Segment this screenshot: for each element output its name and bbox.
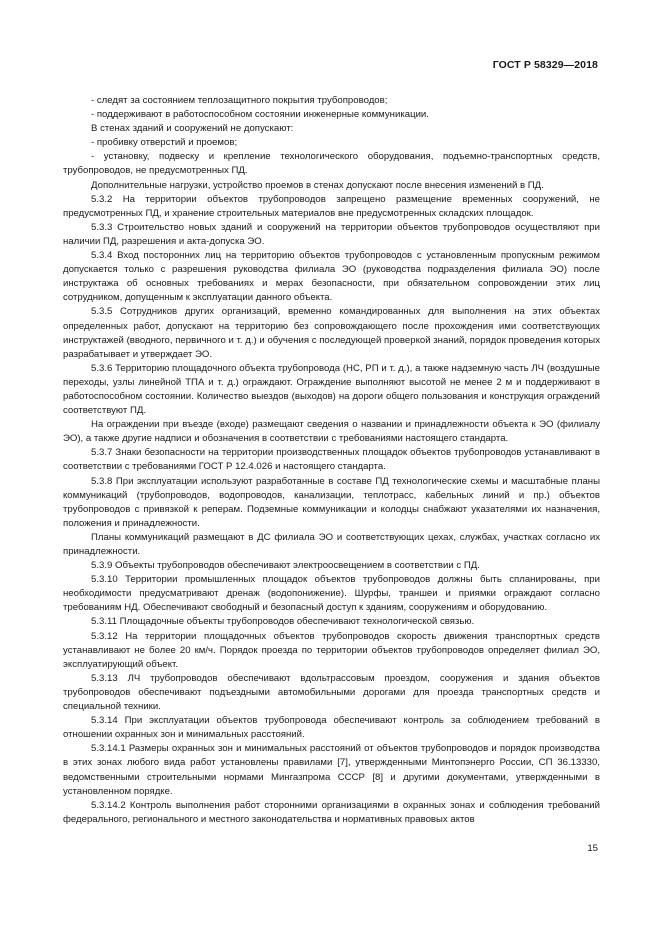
paragraph: 5.3.7 Знаки безопасности на территории производственных площадок объектов трубопроводов устанавливают в соответствии с требованиями ГОСТ Р 12.4.026 и настоящего стандарта.: [63, 447, 600, 473]
paragraph: 5.3.8 При эксплуатации используют разработанные в составе ПД технологические схемы и масштабные планы коммуникаций (трубопроводов, водопроводов, канализации, теплотрасс, кабельных линий и пр.) объектов трубопроводов с привязкой к реперам. Подземные коммуникации и колодцы снабжают указателями их назначения, положения и принадлежности.: [63, 475, 600, 529]
paragraph: 5.3.11 Площадочные объекты трубопроводов обеспечивают технологической связью.: [91, 616, 475, 628]
paragraph: 5.3.14.2 Контроль выполнения работ сторонними организациями в охранных зонах и соблюдения требований федерального, регионального и местного законодательства и нормативных правовых актов: [63, 799, 600, 825]
standard-code: ГОСТ Р 58329—2018: [492, 59, 598, 71]
paragraph: Планы коммуникаций размещают в ДС филиала ЭО и соответствующих цехах, службах, участках согласно их принадлежности.: [63, 531, 600, 557]
paragraph: На ограждении при въезде (входе) размещают сведения о названии и принадлежности объекта к ЭО (филиалу ЭО), а также другие надписи и обозначения в соответствии с требованиями настоящего стандарта.: [63, 419, 600, 445]
paragraph: 5.3.10 Территории промышленных площадок объектов трубопроводов должны быть спланированы, при необходимости предусматривают дренаж (водопонижение). Шурфы, траншеи и приямки ограждают согласно требованиям НД. Обеспечивают свободный и безопасный доступ к зданиям, сооружениям и оборудованию.: [63, 574, 600, 614]
paragraph: - следят за состоянием теплозащитного покрытия трубопроводов;: [91, 95, 388, 106]
paragraph: 5.3.6 Территорию площадочного объекта трубопровода (НС, РП и т. д.), а также надземную часть ЛЧ (воздушные переходы, узлы линейной ТПА и т. д.) ограждают. Ограждение выполняют высотой не менее 2 м и поддерживают в работоспособном состоянии. Количество выездов (выходов) на дороги общего пользования и конструкция ограждений соответствуют ПД.: [63, 362, 600, 417]
paragraph: 5.3.5 Сотрудников других организаций, временно командированных для выполнения на этих объектах определенных работ, допускают на территорию без сопровождающего после прохождения ими соответствующих инструктажей (вводного, первичного и т. д.) и обучения с последующей проверкой знаний, порядок проведения которых разрабатывает и утверждает ЭО.: [63, 306, 600, 360]
paragraph: 5.3.3 Строительство новых зданий и сооружений на территории объектов трубопроводов осуществляют при наличии ПД, разрешения и акта-допуска ЭО.: [63, 221, 600, 247]
paragraph: 5.3.14.1 Размеры охранных зон и минимальных расстояний от объектов трубопроводов и порядок производства в этих зонах любого вида работ установлены правилами [7], утвержденными Минтопэнерго России, СП 36.13330, ведомственными строительными нормами Мингазпрома СССР [8] и другими документами, утвержденными в установленном порядке.: [63, 743, 600, 797]
document-header: [493, 59, 598, 71]
paragraph: 5.3.4 Вход посторонних лиц на территорию объектов трубопроводов с установленным пропускным режимом допускается только с разрешения руководства филиала ЭО (руководства подразделения филиала ЭО) после инструктажа об основных требованиях и мерах безопасности, при обязательном сопровождении этих лиц сотрудником, допущенным к эксплуатации данного объекта.: [63, 250, 600, 304]
page-number: 15: [587, 843, 598, 854]
paragraph: 5.3.12 На территории площадочных объектов трубопроводов скорость движения транспортных средств устанавливают не более 20 км/ч. Порядок проезда по территории объектов трубопроводов определяет филиал ЭО, эксплуатирующий объект.: [63, 630, 600, 670]
paragraph: 5.3.9 Объекты трубопроводов обеспечивают электроосвещением в соответствии с ПД.: [91, 560, 480, 572]
paragraph: 5.3.2 На территории объектов трубопроводов запрещено размещение временных сооружений, не предусмотренных ПД, и хранение строительных материалов вне предусмотренных складских площадок.: [63, 193, 600, 219]
paragraph: Дополнительные нагрузки, устройство проемов в стенах допускают после внесения изменений в ПД.: [91, 179, 544, 191]
paragraph: - пробивку отверстий и проемов;: [91, 137, 238, 149]
paragraph: 5.3.13 ЛЧ трубопроводов обеспечивают вдольтрассовым проездом, сооружения и здания объектов трубопроводов обеспечивают подъездными автомобильными дорогами для проезда транспортных средств и специальной техники.: [63, 672, 600, 713]
paragraph: 5.3.14 При эксплуатации объектов трубопровода обеспечивают контроль за соблюдением требований в отношении охранных зон и минимальных расстояний.: [63, 715, 600, 741]
paragraph: В стенах зданий и сооружений не допускают:: [91, 123, 294, 135]
paragraph: - установку, подвеску и крепление технологического оборудования, подъемно-транспортных средств, трубопроводов, не предусмотренных ПД.: [63, 151, 600, 177]
paragraph: - поддерживают в работоспособном состоянии инженерные коммуникации.: [91, 109, 429, 121]
document-body: [63, 94, 600, 827]
